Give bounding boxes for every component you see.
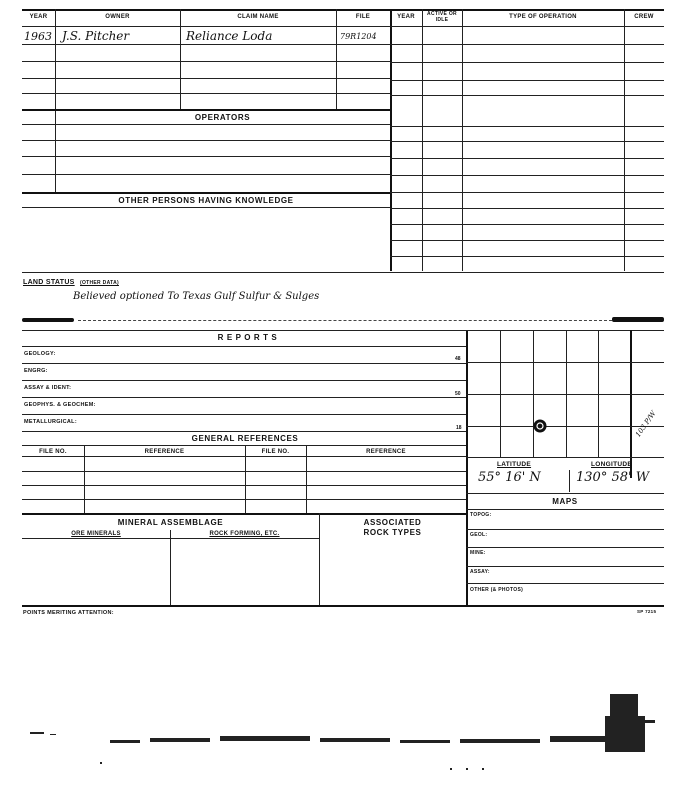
report-geology-num: 48 bbox=[455, 356, 461, 362]
latitude-value: 55° 16' N bbox=[478, 470, 541, 485]
form-number: SP 7215 bbox=[637, 609, 657, 614]
reports-row-line bbox=[22, 380, 466, 381]
operations-crew-header: CREW bbox=[634, 14, 654, 20]
operations-row-line bbox=[390, 158, 664, 159]
operations-header-bottom bbox=[390, 26, 664, 27]
points-top-border bbox=[22, 605, 664, 607]
operations-row-line bbox=[390, 62, 664, 63]
claim-file-value: 79R1204 bbox=[340, 32, 377, 41]
operators-top-border bbox=[22, 109, 390, 111]
references-row-line bbox=[22, 499, 466, 500]
report-metallurgical-label: METALLURGICAL: bbox=[24, 419, 77, 425]
grid-line-bold bbox=[630, 330, 632, 478]
mineral-assemblage-title: MINERAL ASSEMBLAGE bbox=[117, 518, 224, 527]
other-persons-header-line bbox=[22, 207, 390, 208]
report-geology-label: GEOLOGY: bbox=[24, 351, 56, 357]
operations-col-line bbox=[624, 9, 625, 271]
claims-owner-header: OWNER bbox=[105, 14, 130, 20]
divider-dashed-line bbox=[78, 320, 612, 321]
operations-row-line bbox=[390, 80, 664, 81]
report-metallurgical-num: 18 bbox=[456, 425, 462, 431]
maps-other-label: OTHER (& PHOTOS) bbox=[470, 587, 524, 593]
claims-file-header: FILE bbox=[355, 14, 371, 20]
references-header-top bbox=[22, 445, 466, 446]
operations-row-line bbox=[390, 95, 664, 96]
main-vertical-divider bbox=[390, 9, 392, 271]
claims-claim-name-header: CLAIM NAME bbox=[237, 14, 279, 20]
reports-row-line bbox=[22, 414, 466, 415]
operations-col-line bbox=[462, 9, 463, 271]
references-file-no-header-2: FILE NO. bbox=[261, 449, 290, 455]
divider-mark-right bbox=[612, 317, 664, 322]
land-status-sublabel: (OTHER DATA) bbox=[80, 280, 119, 286]
references-row-line bbox=[22, 471, 466, 472]
ore-minerals-header: ORE MINERALS bbox=[71, 531, 121, 537]
operations-year-header: YEAR bbox=[397, 14, 415, 20]
reports-row-line bbox=[22, 346, 466, 347]
claims-row-line bbox=[22, 61, 390, 62]
grid-line bbox=[466, 394, 664, 395]
operators-row-line bbox=[22, 124, 390, 125]
claims-year-header: YEAR bbox=[29, 14, 48, 20]
maps-row-line bbox=[466, 509, 664, 510]
latitude-label: LATITUDE bbox=[497, 461, 532, 468]
maps-row-line bbox=[466, 566, 664, 567]
reports-title: R E P O R T S bbox=[217, 333, 278, 342]
grid-line bbox=[466, 362, 664, 363]
references-top-border bbox=[22, 431, 466, 432]
report-geophys-label: GEOPHYS. & GEOCHEM: bbox=[24, 402, 96, 408]
maps-row-line bbox=[466, 583, 664, 584]
maps-geol-label: GEOL: bbox=[470, 532, 488, 538]
reports-row-line bbox=[22, 363, 466, 364]
references-col-line bbox=[245, 445, 246, 513]
operators-row-line bbox=[22, 174, 390, 175]
grid-corner-note: 103 P/W bbox=[634, 409, 658, 439]
location-marker-icon bbox=[532, 418, 548, 434]
operations-col-line bbox=[422, 9, 423, 271]
associated-rock-types-title-2: ROCK TYPES bbox=[363, 528, 422, 537]
maps-title: MAPS bbox=[552, 497, 578, 506]
references-col-line bbox=[306, 445, 307, 513]
operations-row-line bbox=[390, 208, 664, 209]
grid-line bbox=[466, 457, 664, 458]
maps-assay-label: ASSAY: bbox=[470, 569, 490, 575]
claims-col-line bbox=[55, 9, 56, 192]
scan-noise-bottom bbox=[20, 690, 668, 780]
claims-row-line bbox=[22, 78, 390, 79]
report-assay-label: ASSAY & IDENT: bbox=[24, 385, 72, 391]
operations-row-line bbox=[390, 175, 664, 176]
report-assay-num: 50 bbox=[455, 391, 461, 397]
operations-row-line bbox=[390, 256, 664, 257]
claims-col-line bbox=[336, 9, 337, 109]
references-row-line bbox=[22, 485, 466, 486]
mineral-top-border bbox=[22, 513, 466, 515]
maps-top-border bbox=[466, 493, 664, 494]
other-persons-title: OTHER PERSONS HAVING KNOWLEDGE bbox=[118, 196, 294, 205]
land-status-note: Believed optioned To Texas Gulf Sulfur & Sulges bbox=[73, 291, 320, 302]
maps-row-line bbox=[466, 529, 664, 530]
rock-forming-header: ROCK FORMING, ETC. bbox=[209, 531, 280, 537]
claims-row-line bbox=[22, 44, 390, 45]
points-meriting-attention-label: POINTS MERITING ATTENTION: bbox=[23, 610, 114, 616]
claim-name-value: Reliance Loda bbox=[186, 29, 273, 43]
land-status-label: LAND STATUS bbox=[23, 279, 75, 286]
operations-row-line bbox=[390, 192, 664, 193]
general-references-title: GENERAL REFERENCES bbox=[191, 434, 299, 443]
operations-row-line bbox=[390, 141, 664, 142]
operations-bottom bbox=[390, 272, 664, 273]
operations-row-line bbox=[390, 126, 664, 127]
operations-row-line bbox=[390, 44, 664, 45]
claims-top-border bbox=[22, 9, 390, 11]
operations-active-idle-header: ACTIVE OR IDLE bbox=[427, 11, 457, 23]
references-header-bottom bbox=[22, 456, 466, 457]
maps-topog-label: TOPOG: bbox=[470, 512, 492, 518]
operators-row-line bbox=[22, 140, 390, 141]
longitude-label: LONGITUDE bbox=[591, 461, 632, 468]
maps-row-line bbox=[466, 547, 664, 548]
operations-row-line bbox=[390, 224, 664, 225]
claim-year-value: 1963 bbox=[24, 30, 52, 43]
claims-row-line bbox=[22, 93, 390, 94]
references-reference-header-2: REFERENCE bbox=[366, 449, 406, 455]
claims-col-line bbox=[180, 9, 181, 109]
associated-rock-types-title-1: ASSOCIATED bbox=[363, 518, 422, 527]
claim-owner-value: J.S. Pitcher bbox=[62, 29, 130, 43]
report-engrg-label: ENGRG: bbox=[24, 368, 48, 374]
reports-row-line bbox=[22, 397, 466, 398]
lat-long-divider bbox=[569, 470, 570, 492]
grid-line bbox=[466, 426, 664, 427]
maps-mine-label: MINE: bbox=[470, 550, 486, 556]
divider-mark-left bbox=[22, 318, 74, 322]
references-reference-header-1: REFERENCE bbox=[144, 449, 185, 455]
claims-header-bottom bbox=[22, 26, 390, 27]
reports-right-divider bbox=[466, 330, 468, 605]
other-persons-bottom bbox=[22, 272, 390, 273]
other-persons-top-border bbox=[22, 192, 390, 194]
operators-row-line bbox=[22, 156, 390, 157]
operators-title: OPERATORS bbox=[194, 113, 251, 122]
operations-type-header: TYPE OF OPERATION bbox=[509, 14, 577, 20]
longitude-value: 130° 58' W bbox=[576, 470, 650, 485]
operations-row-line bbox=[390, 240, 664, 241]
references-file-no-header-1: FILE NO. bbox=[39, 449, 67, 455]
mineral-col-line bbox=[170, 530, 171, 605]
references-col-line bbox=[84, 445, 85, 513]
grid-top-border bbox=[466, 330, 664, 331]
